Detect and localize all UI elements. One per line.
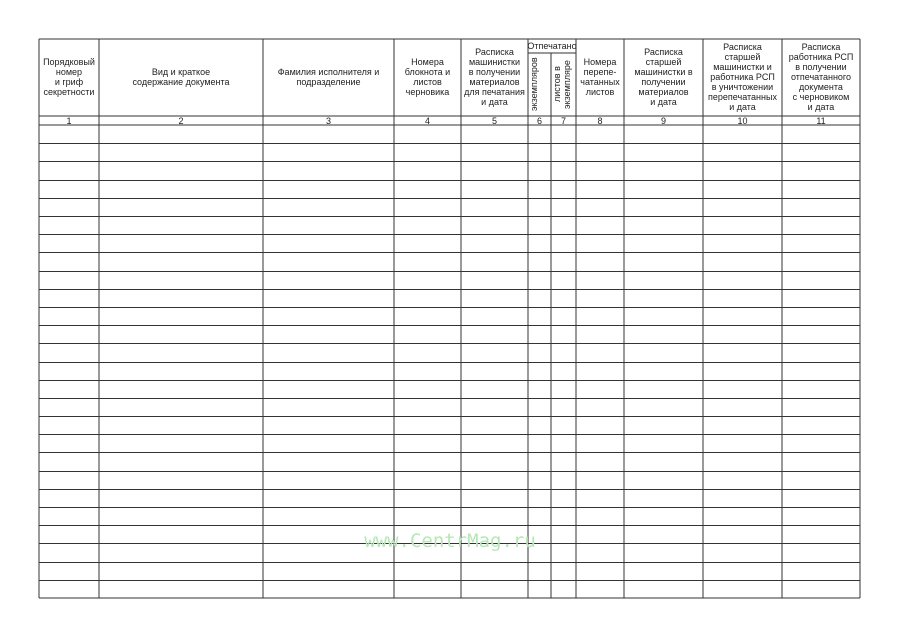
group-header-printed: Отпечатано xyxy=(527,41,577,51)
column-header-3: Фамилия исполнителя и подразделение xyxy=(277,67,380,87)
column-header-7: листов в экземпляре xyxy=(552,60,572,109)
column-number-9: 9 xyxy=(660,116,666,126)
column-number-4: 4 xyxy=(424,116,430,126)
column-number-1: 1 xyxy=(66,116,72,126)
column-header-11: Расписка работника РСП в получении отпечатанного документа с черновиком и дата xyxy=(788,42,854,112)
watermark: www.CentrMag.ru xyxy=(364,530,536,552)
column-number-6: 6 xyxy=(536,116,542,126)
column-header-6: экземпляров xyxy=(529,57,539,112)
column-number-7: 7 xyxy=(560,116,566,126)
column-header-8: Номера перепе- чатанных листов xyxy=(580,57,620,97)
column-header-9: Расписка старшей машинистки в получении материалов и дата xyxy=(634,47,693,107)
column-number-5: 5 xyxy=(491,116,497,126)
column-header-4: Номера блокнота и листов черновика xyxy=(404,57,451,97)
column-header-1: Порядковый номер и гриф секретности xyxy=(43,57,95,97)
column-number-10: 10 xyxy=(737,116,748,126)
column-number-8: 8 xyxy=(597,116,603,126)
column-header-2: Вид и краткое содержание документа xyxy=(132,67,230,87)
column-number-11: 11 xyxy=(816,116,826,126)
column-header-5: Расписка машинистки в получении материалов для печатания и дата xyxy=(464,47,525,107)
column-number-3: 3 xyxy=(325,116,331,126)
column-number-2: 2 xyxy=(178,116,184,126)
column-header-10: Расписка старшей машинистки и работника РСП в уничтожении перепечатанных и дата xyxy=(708,42,777,112)
